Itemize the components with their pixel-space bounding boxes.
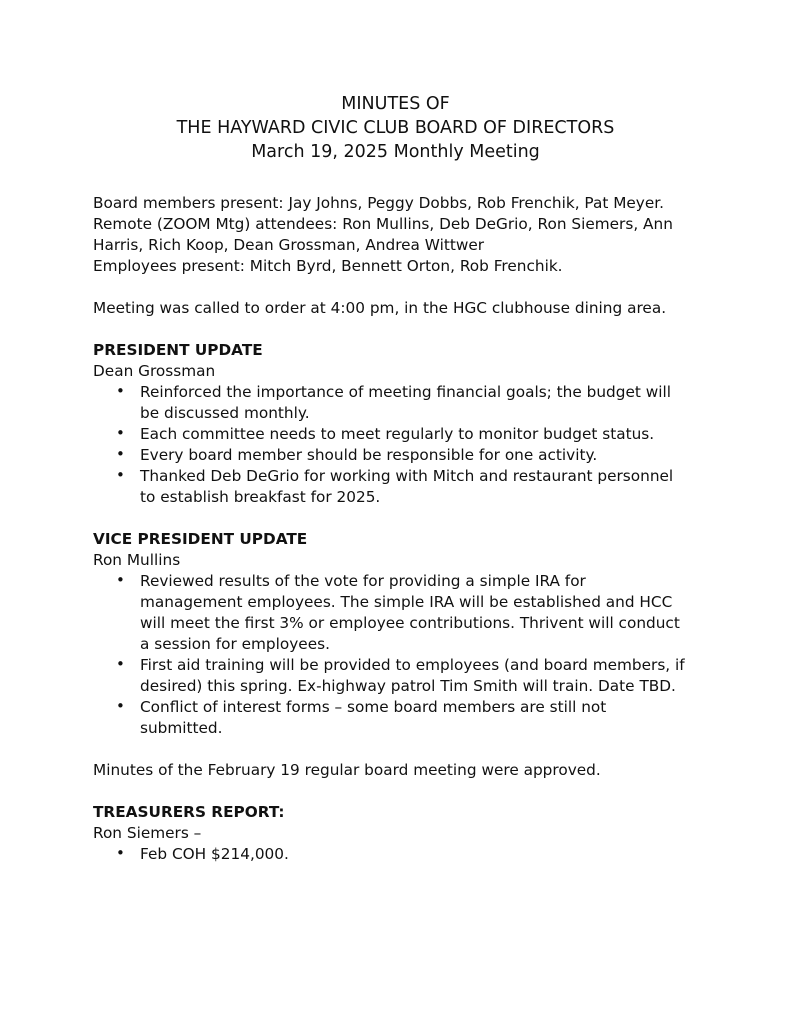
bullet-icon: • [116, 424, 125, 442]
bullet-icon: • [116, 445, 125, 463]
call-to-order: Meeting was called to order at 4:00 pm, in the HGC clubhouse dining area. [93, 299, 667, 317]
title-line-2: THE HAYWARD CIVIC CLUB BOARD OF DIRECTORS [176, 118, 615, 138]
president-update-heading: PRESIDENT UPDATE [93, 341, 263, 359]
list-item [93, 844, 693, 865]
list-item-text: Reviewed results of the vote for providing a simple IRA for management employees. The simple IRA will be established and HCC will meet the first 3% or employee contributions. Thrivent will conduct a session for employees. [140, 572, 680, 653]
list-item-text: Thanked Deb DeGrio for working with Mitch and restaurant personnel to establish breakfast for 2025. [140, 467, 674, 506]
board-members-present: Board members present: Jay Johns, Peggy Dobbs, Rob Frenchik, Pat Meyer. [93, 194, 665, 212]
list-item [93, 655, 693, 697]
remote-attendees: Remote (ZOOM Mtg) attendees: Ron Mullins, Deb DeGrio, Ron Siemers, Ann Harris, Rich Koop, Dean Grossman, Andrea Wittwer [93, 215, 673, 254]
bullet-icon: • [116, 844, 125, 862]
list-item-text: Feb COH $214,000. [140, 845, 289, 863]
bullet-icon: • [116, 697, 125, 715]
minutes-approval: Minutes of the February 19 regular board meeting were approved. [93, 761, 601, 779]
spacer [93, 319, 693, 340]
treasurers-report-list [93, 844, 693, 865]
vice-president-update-list [93, 571, 693, 739]
spacer [93, 277, 693, 298]
title-line-1: MINUTES OF [341, 94, 450, 114]
list-item [93, 382, 693, 424]
vice-president-update-presenter: Ron Mullins [93, 551, 181, 569]
spacer [93, 739, 693, 760]
list-item [93, 697, 693, 739]
list-item [93, 466, 693, 508]
list-item [93, 424, 693, 445]
spacer [93, 781, 693, 802]
title-line-3: March 19, 2025 Monthly Meeting [251, 142, 540, 162]
bullet-icon: • [116, 655, 125, 673]
treasurers-report-heading: TREASURERS REPORT: [93, 803, 285, 821]
bullet-icon: • [116, 571, 125, 589]
employees-present: Employees present: Mitch Byrd, Bennett Orton, Rob Frenchik. [93, 257, 563, 275]
spacer [93, 508, 693, 529]
list-item-text: First aid training will be provided to employees (and board members, if desired) this spring. Ex-highway patrol Tim Smith will train. Date TBD. [140, 656, 685, 695]
list-item [93, 571, 693, 655]
document-body [93, 193, 693, 865]
list-item-text: Each committee needs to meet regularly to monitor budget status. [140, 425, 655, 443]
treasurers-report-presenter: Ron Siemers – [93, 824, 202, 842]
bullet-icon: • [116, 382, 125, 400]
bullet-icon: • [116, 466, 125, 484]
vice-president-update-heading: VICE PRESIDENT UPDATE [93, 530, 308, 548]
list-item-text: Reinforced the importance of meeting financial goals; the budget will be discussed monthly. [140, 383, 672, 422]
list-item-text: Every board member should be responsible for one activity. [140, 446, 598, 464]
president-update-list [93, 382, 693, 508]
document-title [0, 92, 791, 164]
list-item [93, 445, 693, 466]
list-item-text: Conflict of interest forms – some board members are still not submitted. [140, 698, 607, 737]
president-update-presenter: Dean Grossman [93, 362, 216, 380]
